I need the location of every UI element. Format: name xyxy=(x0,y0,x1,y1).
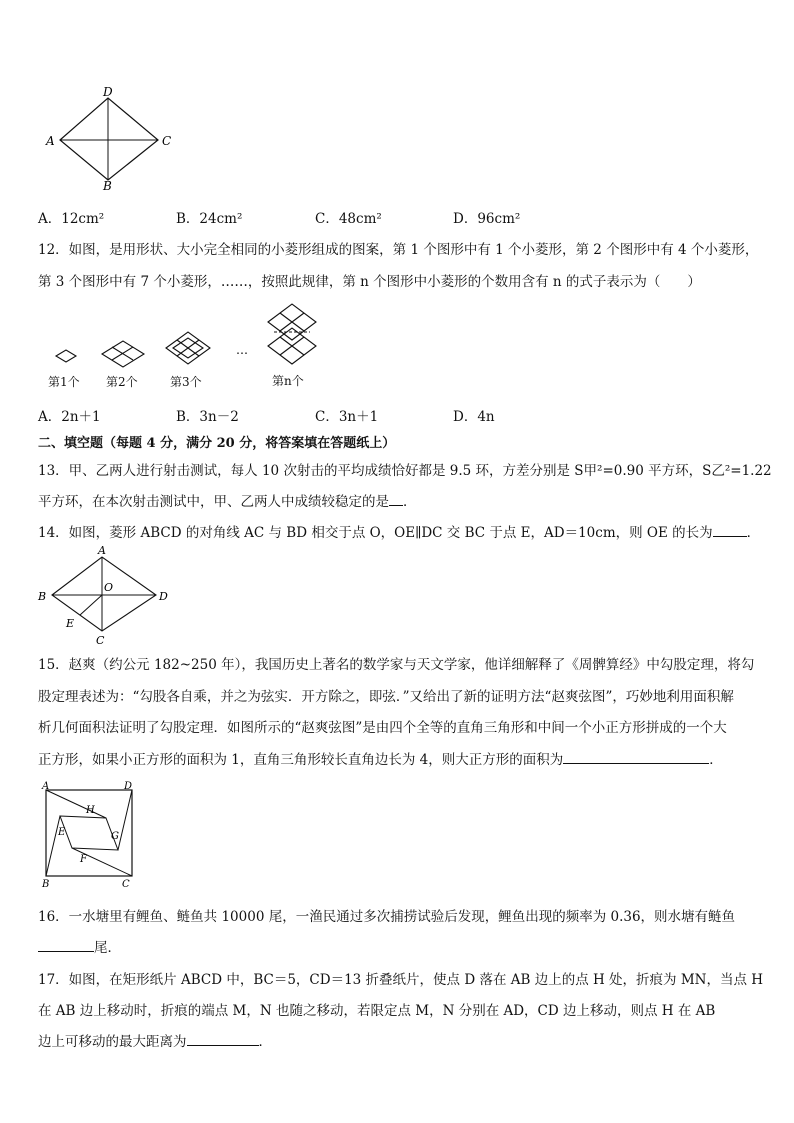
q12-line-1: 12．如图，是用形状、大小完全相同的小菱形组成的图案，第 1 个图形中有 1 个小菱形，第 2 个图形中有 4 个小菱形， xyxy=(38,242,759,258)
q12-caption-n: 第n个 xyxy=(272,374,304,388)
q15-label-h: H xyxy=(86,805,95,816)
q14-line-1-end: ． xyxy=(746,525,761,541)
q15-line-4-text: 正方形，如果小正方形的面积为 1，直角三角形较长直角边长为 4，则大正方形的面积为 xyxy=(38,752,564,768)
q15-line-2: 股定理表述为：“勾股各自乘，并之为弦实．开方除之，即弦．”又给出了新的证明方法“赵爽弦图”，巧妙地利用面积解 xyxy=(38,689,734,705)
q12-pattern-figures xyxy=(40,298,340,370)
q11-option-a: A．12cm² xyxy=(38,211,105,227)
q13-answer-blank[interactable] xyxy=(389,493,403,506)
label-d: D xyxy=(103,86,113,99)
q15-label-e: E xyxy=(58,827,66,838)
q13-line-2-end: ． xyxy=(403,494,417,510)
q15-label-a: A xyxy=(42,781,50,792)
q14-label-a: A xyxy=(98,544,106,557)
q16-line-2 xyxy=(38,936,121,956)
label-a: A xyxy=(46,134,55,148)
q14-line-1-text: 14．如图，菱形 ABCD 的对角线 AC 与 BD 相交于点 O，OE∥DC 交 BC 于点 E，AD＝10cm，则 OE 的长为 xyxy=(38,525,713,541)
q12-caption-2: 第2个 xyxy=(106,375,138,389)
q12-option-b: B．3n－2 xyxy=(176,409,239,425)
q12-option-c: C．3n＋1 xyxy=(315,409,379,425)
q11-option-b: B．24cm² xyxy=(176,211,243,227)
q12-option-a: A．2n＋1 xyxy=(38,409,101,425)
q15-line-4-end: ． xyxy=(709,752,723,768)
q15-label-c: C xyxy=(122,879,130,890)
label-c: C xyxy=(162,134,172,148)
q16-line-2-end: 尾． xyxy=(94,940,121,956)
label-b: B xyxy=(103,179,112,192)
q15-line-4 xyxy=(38,748,723,768)
q16-answer-blank[interactable] xyxy=(38,939,94,952)
q16-line-1: 16．一水塘里有鲤鱼、鲢鱼共 10000 尾，一渔民通过多次捕捞试验后发现，鲤鱼出现的频率为 0.36，则水塘有鲢鱼 xyxy=(38,909,736,925)
q14-label-b: B xyxy=(38,590,47,603)
q12-caption-1: 第1个 xyxy=(48,375,80,389)
q15-label-f: F xyxy=(80,854,87,865)
q15-line-3: 析几何面积法证明了勾股定理．如图所示的“赵爽弦图”是由四个全等的直角三角形和中间一个小正方形拼成的一个大 xyxy=(38,720,727,736)
q17-answer-blank[interactable] xyxy=(187,1033,259,1046)
q14-label-e: E xyxy=(66,617,75,630)
q13-line-1: 13．甲、乙两人进行射击测试，每人 10 次射击的平均成绩恰好都是 9.5 环，方差分别是 S甲²=0.90 平方环，S乙²=1.22 xyxy=(38,463,772,479)
q17-line-1: 17．如图，在矩形纸片 ABCD 中，BC＝5，CD＝13 折叠纸片，使点 D 落在 AB 边上的点 H 处，折痕为 MN，当点 H xyxy=(38,972,764,988)
q14-answer-blank[interactable] xyxy=(713,524,747,537)
q15-label-g: G xyxy=(111,831,119,842)
zhao-shuang-figure xyxy=(38,780,144,892)
q11-option-d: D．96cm² xyxy=(453,211,521,227)
q12-line-2: 第 3 个图形中有 7 个小菱形，……，按照此规律，第 n 个图形中小菱形的个数用含有 n 的式子表示为（ ） xyxy=(38,274,701,290)
q14-label-c: C xyxy=(96,634,105,647)
rhombus-figure-q11 xyxy=(40,86,180,192)
rhombus-figure-q14 xyxy=(36,543,170,649)
q11-option-c: C．48cm² xyxy=(315,211,382,227)
q12-caption-3: 第3个 xyxy=(170,375,202,389)
q15-answer-blank[interactable] xyxy=(563,751,709,764)
q15-label-d: D xyxy=(124,781,133,792)
q17-line-3 xyxy=(38,1030,272,1050)
q17-line-3-end: ． xyxy=(258,1034,272,1050)
q14-label-o: O xyxy=(104,581,114,594)
q12-option-d: D．4n xyxy=(453,409,495,425)
q14-label-d: D xyxy=(159,590,168,603)
q13-line-2 xyxy=(38,490,417,510)
section-2-heading: 二、填空题（每题 4 分，满分 20 分，将答案填在答题纸上） xyxy=(38,436,396,451)
q15-label-b: B xyxy=(42,879,50,890)
q12-ellipsis: … xyxy=(236,343,248,357)
q17-line-3-text: 边上可移动的最大距离为 xyxy=(38,1034,187,1050)
q17-line-2: 在 AB 边上移动时，折痕的端点 M，N 也随之移动，若限定点 M，N 分别在 AD，CD 边上移动，则点 H 在 AB xyxy=(38,1003,716,1019)
q14-line-1 xyxy=(38,521,760,541)
q15-line-1: 15．赵爽（约公元 182~250 年），我国历史上著名的数学家与天文学家，他详细解释了《周髀算经》中勾股定理，将勾 xyxy=(38,657,755,673)
q13-line-2-text: 平方环，在本次射击测试中，甲、乙两人中成绩较稳定的是 xyxy=(38,494,389,510)
